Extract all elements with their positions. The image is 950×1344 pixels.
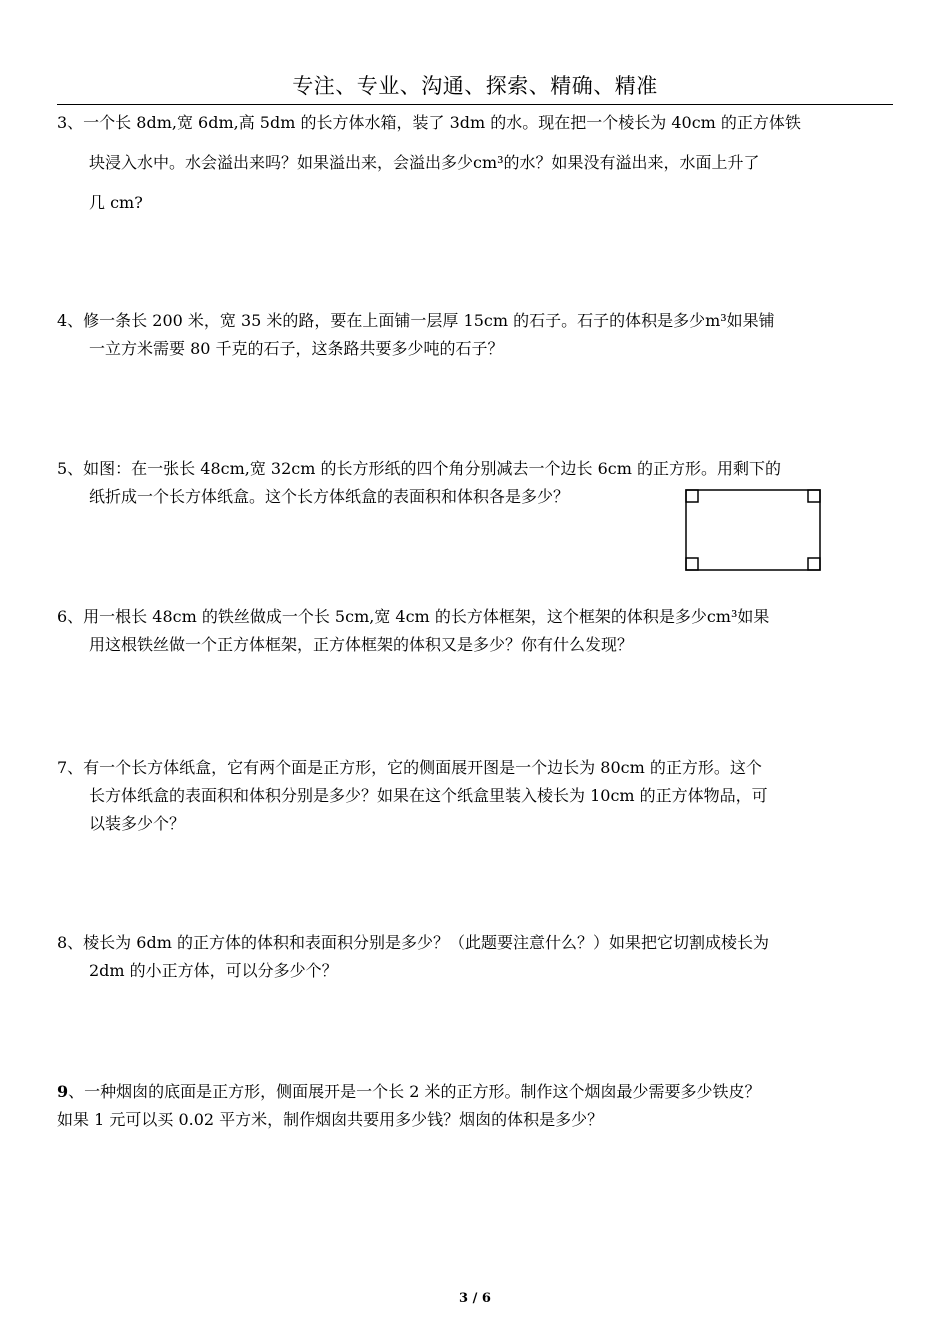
page-number: 3 / 6 bbox=[459, 1291, 491, 1306]
question-8 bbox=[57, 929, 895, 985]
question-3-line-3: 几 cm? bbox=[89, 193, 143, 212]
question-4 bbox=[57, 307, 895, 363]
question-7-line-1: 7、有一个长方体纸盒，它有两个面是正方形，它的侧面展开图是一个边长为 80cm 的正方形。这个 bbox=[57, 758, 762, 777]
question-9-number: 9 bbox=[57, 1082, 69, 1101]
question-6-line-2: 用这根铁丝做一个正方体框架，正方体框架的体积又是多少？你有什么发现？ bbox=[89, 635, 634, 654]
corner-square-top-left bbox=[686, 490, 698, 502]
question-3-line-1: 3、一个长 8dm,宽 6dm,高 5dm 的长方体水箱，装了 3dm 的水。现在把一个棱长为 40cm 的正方体铁 bbox=[57, 113, 801, 132]
question-5-line-1: 5、如图：在一张长 48cm,宽 32cm 的长方形纸的四个角分别减去一个边长 6cm 的正方形。用剩下的 bbox=[57, 459, 781, 478]
question-8-line-2: 2dm 的小正方体，可以分多少个？ bbox=[89, 961, 338, 980]
paper-rectangle bbox=[686, 490, 820, 570]
question-8-line-1: 8、棱长为 6dm 的正方体的体积和表面积分别是多少？（此题要注意什么？）如果把它切割成棱长为 bbox=[57, 933, 769, 952]
question-4-line-2: 一立方米需要 80 千克的石子，这条路共要多少吨的石子？ bbox=[89, 339, 504, 358]
question-9 bbox=[57, 1078, 895, 1134]
question-7-line-3: 以装多少个？ bbox=[89, 814, 186, 833]
corner-square-top-right bbox=[808, 490, 820, 502]
question-3-line-2: 块浸入水中。水会溢出来吗？如果溢出来，会溢出多少cm³的水？如果没有溢出来，水面上升了 bbox=[89, 153, 760, 172]
question-9-line-1 bbox=[57, 1078, 895, 1106]
question-7-line-2: 长方体纸盒的表面积和体积分别是多少？如果在这个纸盒里装入棱长为 10cm 的正方体物品，可 bbox=[89, 786, 768, 805]
paper-corner-cut-diagram bbox=[684, 488, 822, 572]
corner-square-bottom-left bbox=[686, 558, 698, 570]
question-7 bbox=[57, 754, 895, 838]
question-9-line-1-text: 、一种烟囱的底面是正方形，侧面展开是一个长 2 米的正方形。制作这个烟囱最少需要多少铁皮？ bbox=[68, 1082, 761, 1101]
question-4-line-1: 4、修一条长 200 米，宽 35 米的路，要在上面铺一层厚 15cm 的石子。石子的体积是多少m³如果铺 bbox=[57, 311, 775, 330]
question-6 bbox=[57, 603, 895, 659]
page-header: 专注、专业、沟通、探索、精确、精准 bbox=[292, 74, 658, 98]
question-6-line-1: 6、用一根长 48cm 的铁丝做成一个长 5cm,宽 4cm 的长方体框架，这个框架的体积是多少cm³如果 bbox=[57, 607, 770, 626]
question-9-line-2: 如果 1 元可以买 0.02 平方米，制作烟囱共要用多少钱？烟囱的体积是多少？ bbox=[57, 1110, 604, 1129]
question-3 bbox=[57, 103, 895, 223]
question-5-line-2: 纸折成一个长方体纸盒。这个长方体纸盒的表面积和体积各是多少？ bbox=[89, 487, 570, 506]
corner-square-bottom-right bbox=[808, 558, 820, 570]
